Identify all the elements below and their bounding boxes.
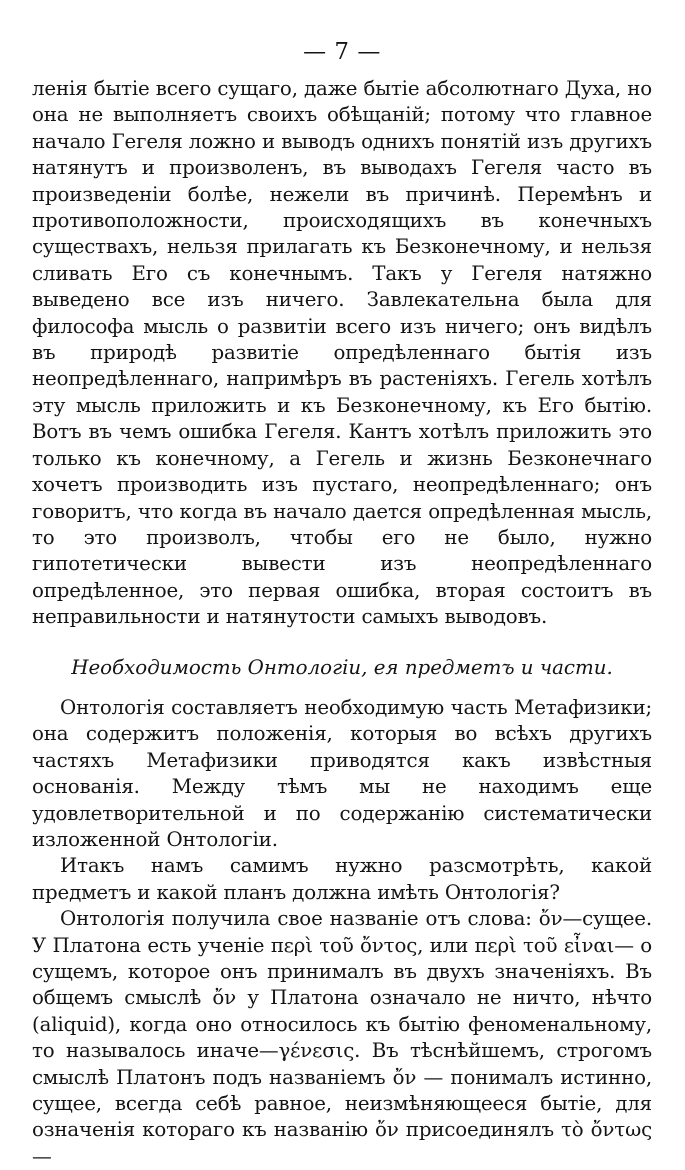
paragraph-ontology-plato: Онтологiя получила свое названiе отъ слова: ὄν—сущее. У Платона есть ученiе περὶ τοῦ ὄντος, или περὶ τοῦ εἶναι— о сущемъ, которое онъ принималъ въ двухъ значенiяхъ. Въ общемъ смыслѣ ὄν у Платона означало не ничто, нѣчто (aliquid), когда оно относилось къ бытiю феноменальному, то называлось иначе—γένεσις. Въ тѣснѣйшемъ, строгомъ смыслѣ Платонъ подъ названiемъ ὄν — понималъ истинно, сущее, всегда себѣ равное, неизмѣняющееся бытiе, для означенiя котораго къ названiю ὄν присоединялъ τὸ ὄντως—: [32, 907, 652, 1168]
section-heading: Необходимость Онтологiи, ея предметъ и части.: [71, 655, 613, 679]
paragraph-hegel-critique: лeнiя бытiе всего сущаго, даже бытiе абсолютнаго Духа, но она не выполняетъ своихъ обѣщанiй; потому что главное начало Гегеля ложно и выводъ однихъ понятiй изъ другихъ натянутъ и произволенъ, въ выводахъ Гегеля часто въ произведенiи болѣе, нежели въ причинѣ. Перемѣнъ и противоположности, происходящихъ въ конечныхъ существахъ, нельзя прилагать къ Безконечному, и нельзя сливать Его съ конечнымъ. Такъ у Гегеля натяжно выведено все изъ ничего. Завлекательна была для философа мысль о развитiи всего изъ ничего; онъ видѣлъ въ природѣ развитiе опредѣленнаго бытiя изъ неопредѣленнаго, напримѣръ въ растенiяхъ. Гегель хотѣлъ эту мысль приложить и къ Безконечному, къ Его бытiю. Вотъ въ чемъ ошибка Гегеля. Кантъ хотѣлъ приложить это только къ конечному, а Гегель и жизнь Безконечнаго хочетъ производить изъ пустаго, неопредѣленнаго; онъ говоритъ, что когда въ начало дается опредѣленная мысль, то это произволъ, чтобы его не было, нужно гипотетически вывести изъ неопредѣленнаго опредѣленное, это первая ошибка, вторая состоитъ въ неправильности и натянутости самыхъ выводовъ.: [32, 77, 652, 629]
book-page: [32, 28, 652, 1170]
paragraph-ontology-question: Итакъ намъ самимъ нужно разсмотрѣть, какой предметъ и какой планъ должна имѣть Онтологiя?: [32, 854, 652, 904]
page-number: — 7 —: [303, 39, 381, 65]
paragraph-ontology-necessity: Онтологiя составляетъ необходимую часть Метафизики; она содержитъ положенiя, которыя во всѣхъ другихъ частяхъ Метафизики приводятся какъ извѣстныя основанiя. Между тѣмъ мы не находимъ еще удовлетворительной и по содержанiю систематически изложенной Онтологiи.: [32, 695, 652, 851]
